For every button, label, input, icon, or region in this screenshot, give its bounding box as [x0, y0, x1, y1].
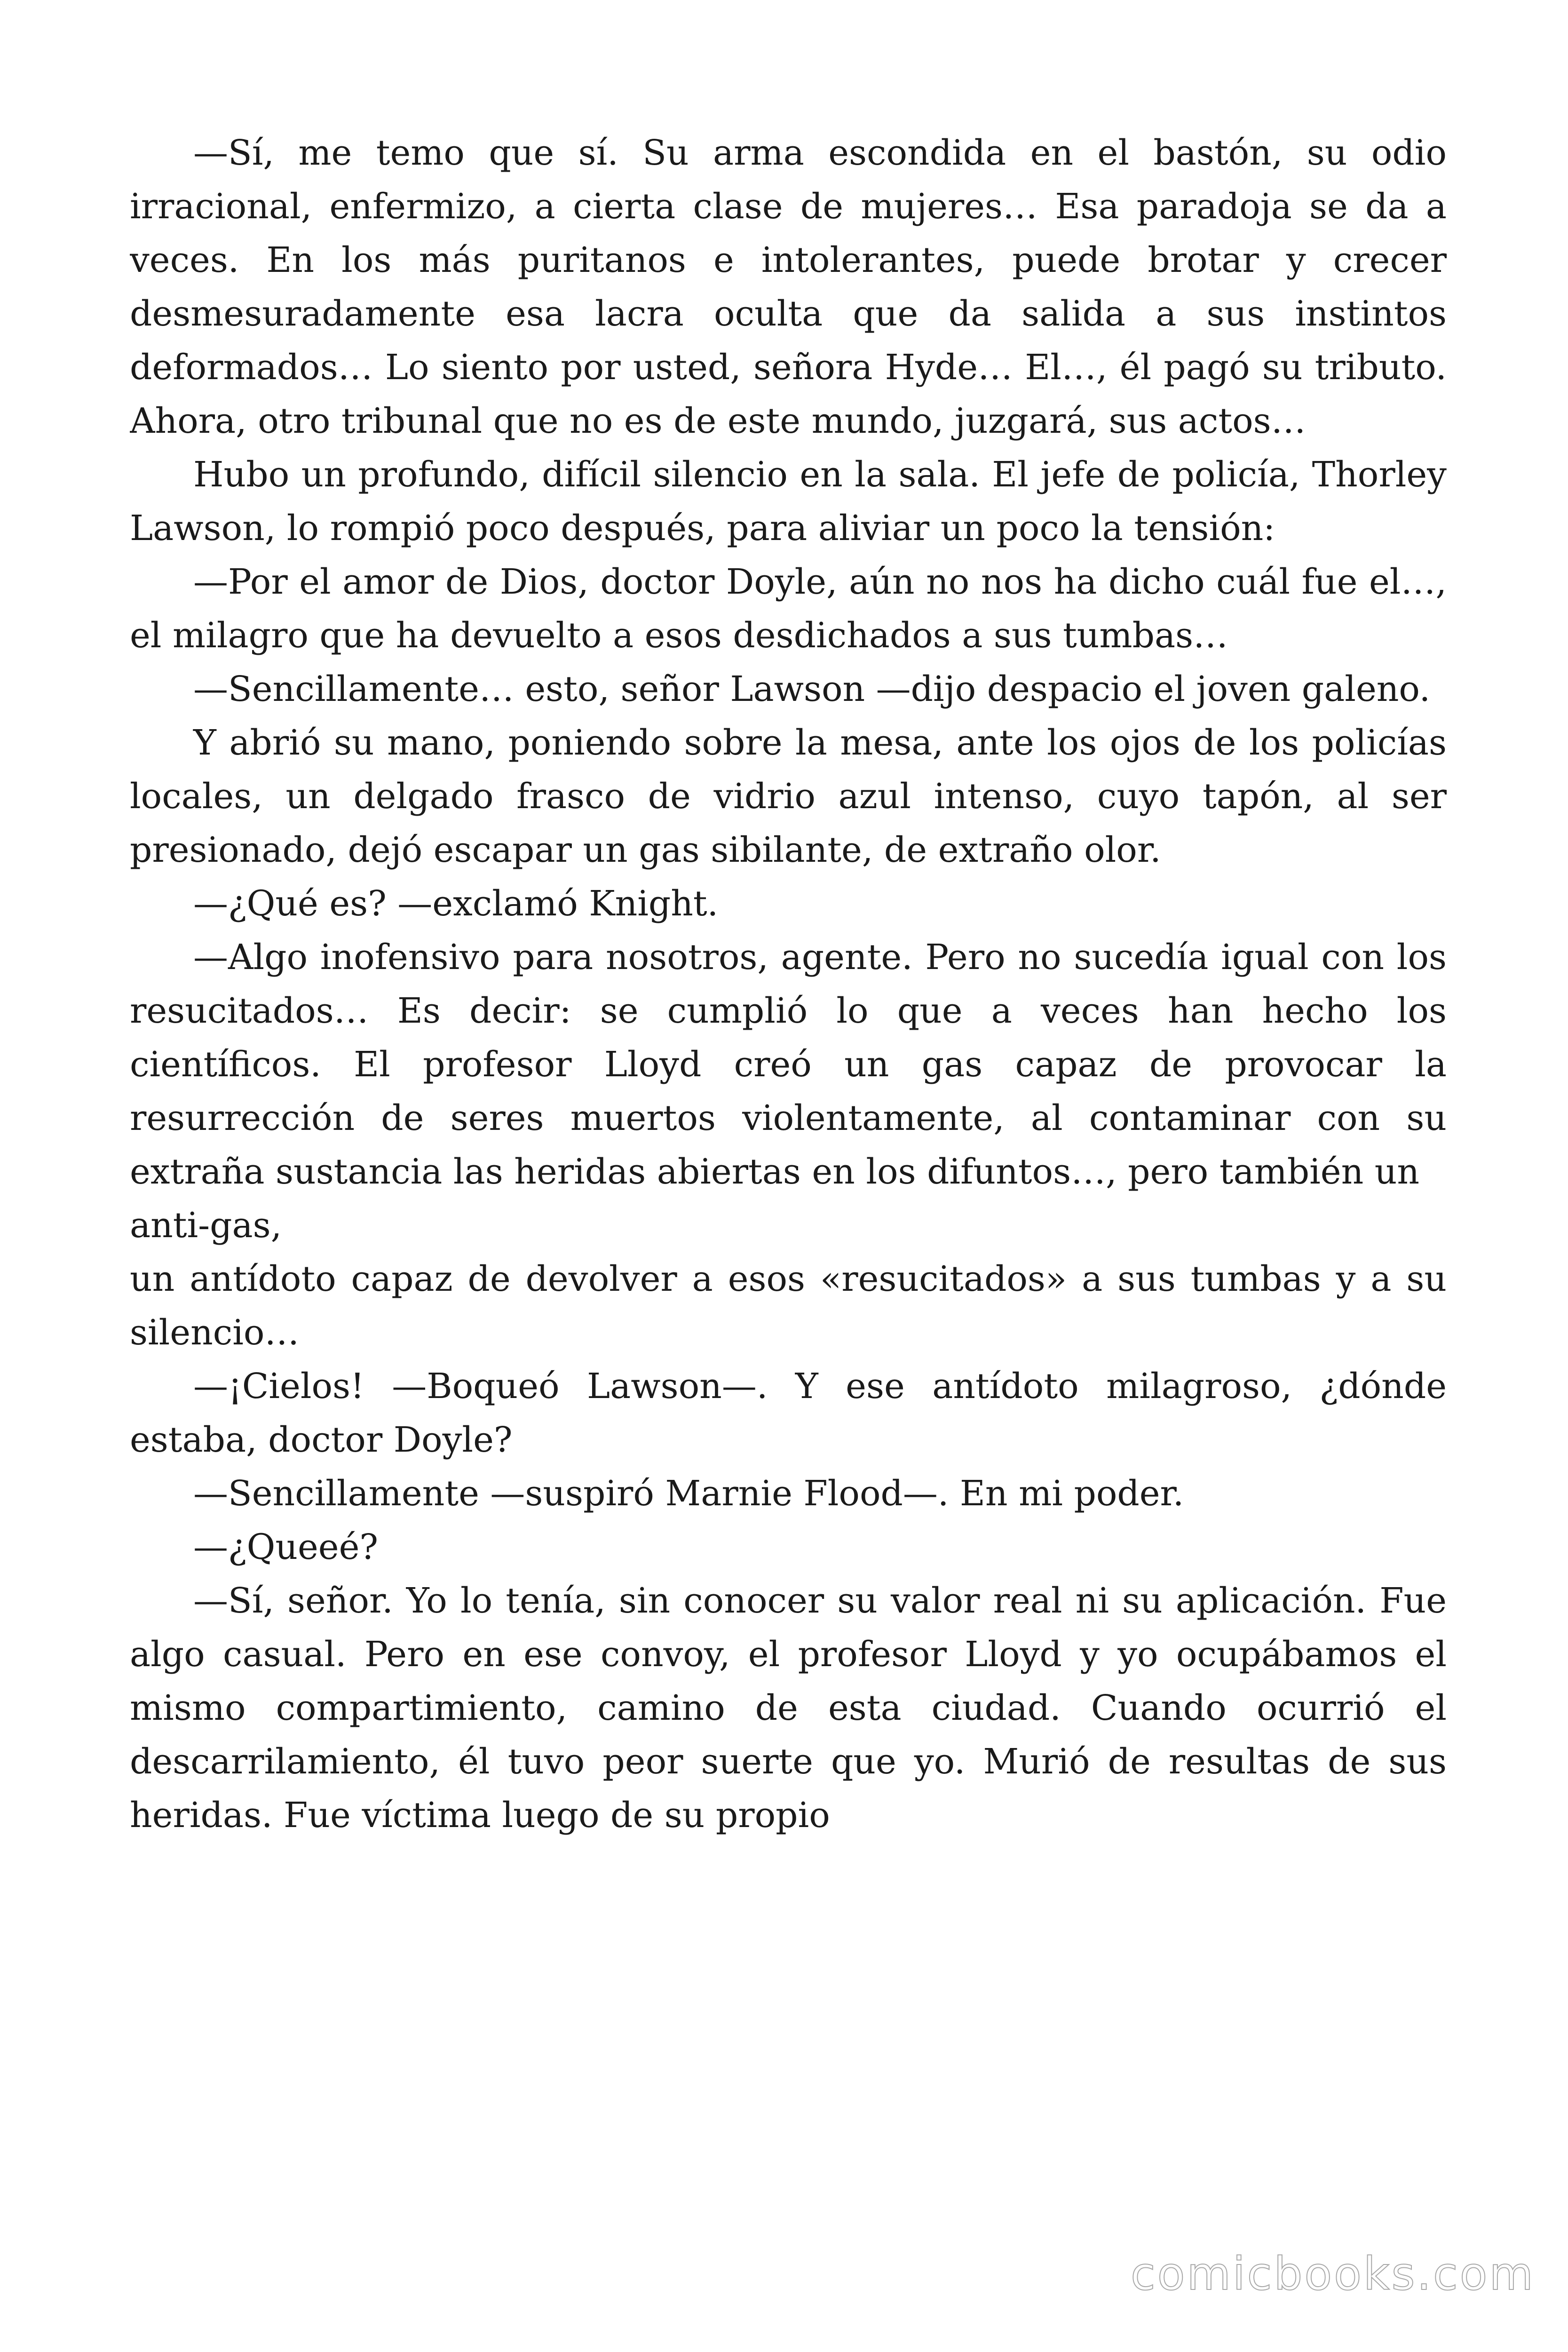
paragraph-continuation: anti-gas, [130, 1205, 282, 1246]
paragraph: —Por el amor de Dios, doctor Doyle, aún no nos ha dicho cuál fue el…, el milagro que ha devuelto a esos desdichados a sus tumbas… [130, 562, 1447, 656]
paragraph: Hubo un profundo, difícil silencio en la sala. El jefe de policía, Thorley Lawson, lo rompió poco después, para aliviar un poco la tensión: [130, 454, 1447, 548]
paragraph: —¿Qué es? —exclamó Knight. [193, 883, 719, 924]
paragraph: —¡Cielos! —Boqueó Lawson—. Y ese antídoto milagroso, ¿dónde estaba, doctor Doyle? [130, 1366, 1447, 1460]
watermark-text: comicbooks.com [1130, 2248, 1535, 2300]
paragraph: —Algo inofensivo para nosotros, agente. Pero no sucedía igual con los resucitados… Es decir: se cumplió lo que a veces han hecho los científicos. El profesor Lloyd creó un gas capaz de provocar la resurrección de seres muertos violentamente, al contaminar con su extraña sustancia las heridas abiertas en los difuntos…, pero también un [130, 937, 1447, 1192]
paragraph: —Sí, me temo que sí. Su arma escondida en el bastón, su odio irracional, enfermizo, a cierta clase de mujeres… Esa paradoja se da a veces. En los más puritanos e intolerantes, puede brotar y crecer desmesuradamente esa lacra oculta que da salida a sus instintos deformados… Lo siento por usted, señora Hyde… El…, él pagó su tributo. Ahora, otro tribunal que no es de este mundo, juzgará, sus actos… [130, 133, 1447, 441]
paragraph-continuation: un antídoto capaz de devolver a esos «resucitados» a sus tumbas y a su silencio… [130, 1259, 1447, 1353]
paragraph: —¿Queeé? [193, 1527, 379, 1567]
paragraph: —Sencillamente —suspiró Marnie Flood—. En mi poder. [193, 1473, 1184, 1514]
paragraph: —Sencillamente… esto, señor Lawson —dijo despacio el joven galeno. [193, 669, 1431, 709]
paragraph: —Sí, señor. Yo lo tenía, sin conocer su valor real ni su aplicación. Fue algo casual. Pero en ese convoy, el profesor Lloyd y yo ocupábamos el mismo compartimiento, camino de esta ciudad. Cuando ocurrió el descarrilamiento, él tuvo peor suerte que yo. Murió de resultas de sus heridas. Fue víctima luego de su propio [130, 1581, 1447, 1836]
page-text-column [130, 126, 1447, 2224]
paragraph: Y abrió su mano, poniendo sobre la mesa, ante los ojos de los policías locales, un delgado frasco de vidrio azul intenso, cuyo tapón, al ser presionado, dejó escapar un gas sibilante, de extraño olor. [130, 723, 1447, 870]
